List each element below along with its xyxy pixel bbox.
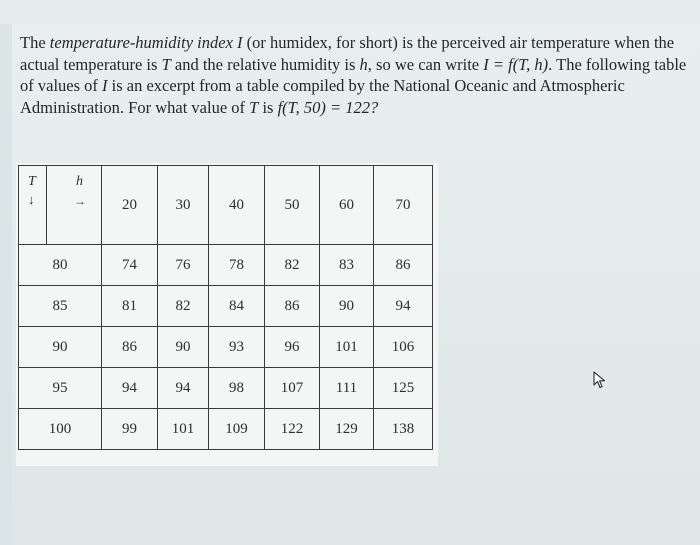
table-cell: 81 [102, 286, 158, 327]
table-cell: 101 [158, 409, 209, 450]
table-cell: 96 [265, 327, 320, 368]
row-header-t: 100 [19, 409, 102, 450]
header-h-70: 70 [374, 166, 433, 245]
question-part: is [258, 97, 278, 117]
table-cell: 109 [209, 409, 265, 450]
variable-t: T [161, 54, 171, 74]
table-cell: 86 [265, 286, 320, 327]
table-cell: 125 [374, 368, 433, 409]
table-cell: 99 [102, 409, 158, 450]
table-cell: 78 [209, 245, 265, 286]
table-row [19, 327, 433, 368]
header-h-30: 30 [158, 166, 209, 245]
table-cell: 98 [209, 368, 265, 409]
term-name: temperature-humidity index I [49, 33, 243, 52]
table-row [19, 409, 433, 450]
h-axis-label: h [76, 174, 83, 189]
table-cell: 138 [374, 409, 433, 450]
table-cell: 94 [374, 286, 433, 327]
question-part: . The following table of values of [20, 54, 687, 95]
header-h-40: 40 [209, 166, 265, 245]
formula-i: I = f(T, h) [483, 54, 549, 74]
table-cell: 82 [158, 286, 209, 327]
table-cell: 76 [158, 245, 209, 286]
table-cell: 94 [102, 368, 158, 409]
top-strip [0, 0, 700, 24]
table-row [19, 286, 433, 327]
table-header-row [19, 166, 433, 245]
table-cell: 74 [102, 245, 158, 286]
humidex-table-container [16, 163, 438, 466]
table-cell: 90 [320, 286, 374, 327]
t-axis-label: T [28, 174, 36, 189]
question-part: , so we can write [367, 54, 484, 74]
table-cell: 101 [320, 327, 374, 368]
table-cell: 84 [209, 286, 265, 327]
table-cell: 94 [158, 368, 209, 409]
mouse-pointer-icon [593, 371, 607, 394]
table-cell: 82 [265, 245, 320, 286]
table-cell: 106 [374, 327, 433, 368]
header-h-20: 20 [102, 166, 158, 245]
row-header-t: 95 [19, 368, 102, 409]
arrow-right-icon: → [74, 194, 86, 208]
question-text [20, 32, 692, 118]
row-header-t: 80 [19, 245, 102, 286]
variable-h: h [359, 54, 368, 74]
question-part: The [20, 33, 50, 52]
header-h-50: 50 [265, 166, 320, 245]
corner-divider [46, 166, 47, 244]
table-row [19, 368, 433, 409]
variable-t: T [249, 97, 259, 117]
corner-cell [19, 166, 102, 245]
row-header-t: 85 [19, 286, 102, 327]
table-cell: 83 [320, 245, 374, 286]
table-cell: 90 [158, 327, 209, 368]
table-cell: 122 [265, 409, 320, 450]
table-cell: 107 [265, 368, 320, 409]
table-cell: 93 [209, 327, 265, 368]
table-cell: 86 [102, 327, 158, 368]
variable-i: I [102, 76, 108, 95]
table-cell: 129 [320, 409, 374, 450]
table-cell: 111 [320, 368, 374, 409]
header-h-60: 60 [320, 166, 374, 245]
table-cell: 86 [374, 245, 433, 286]
formula-question: f(T, 50) = 122? [277, 97, 379, 117]
humidex-table [18, 165, 433, 450]
question-part: (or humidex, for short) is the perceived air temperature when the actual temperature is [20, 33, 675, 74]
question-part: is an excerpt from a table compiled by the National Oceanic and Atmospheric Administration. For what value of [20, 76, 625, 117]
row-header-t: 90 [19, 327, 102, 368]
arrow-down-icon: ↓ [28, 192, 35, 207]
table-row [19, 245, 433, 286]
question-part: and the relative humidity is [170, 54, 360, 74]
